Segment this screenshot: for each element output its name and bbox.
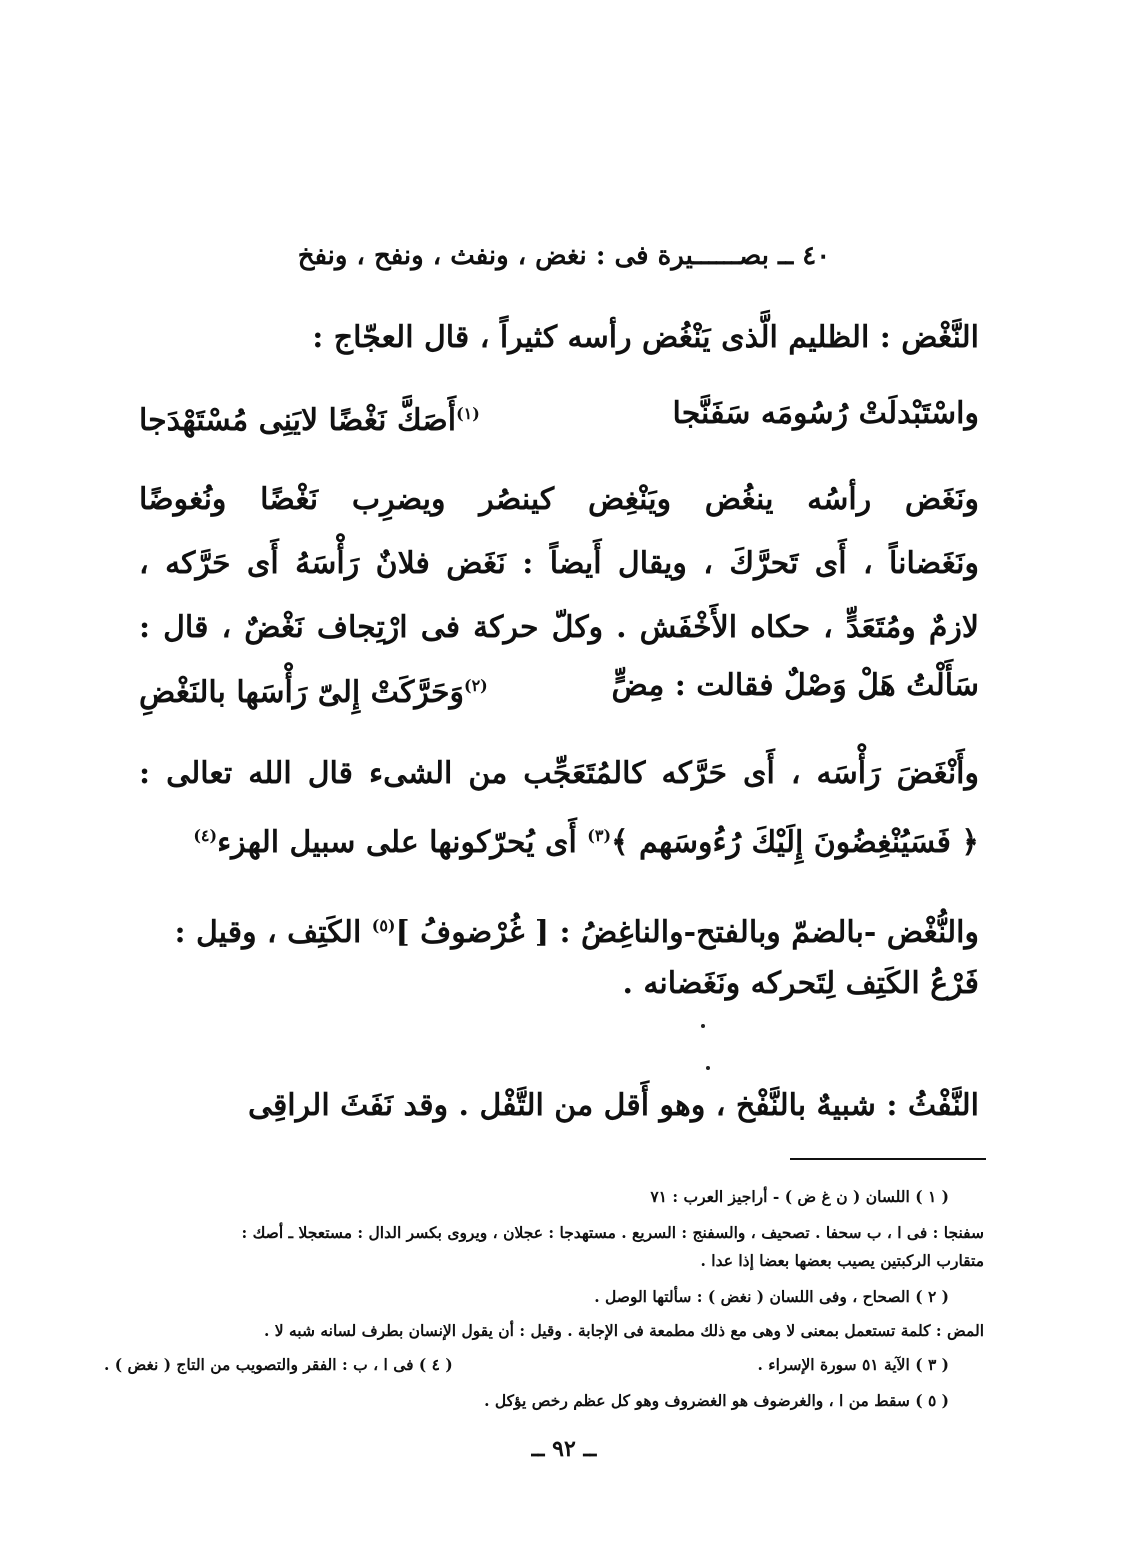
body-line-1: النَّغْض : الظليم الَّذى يَنْغُض رأسه كثيراً ، قال العجّاج : [312, 320, 979, 355]
stray-dot [701, 1024, 705, 1028]
footnote-ref-4: (٤) [193, 826, 218, 845]
footnote-3: ( ٣ ) الآية ٥١ سورة الإسراء . [757, 1355, 949, 1374]
footnote-5: ( ٥ ) سقط من ا ، والغرضوف هو الغضروف وهو كل عظم رخص يؤكل . [484, 1391, 949, 1410]
verse-2-hemistich-1: سَأَلْتُ هَلْ وَصْلٌ فقالت : مِضٍّ [611, 668, 979, 703]
footnote-1-line-3: متقارب الركبتين يصيب بعضها بعضا إذا عدا . [700, 1251, 984, 1270]
footnote-1: ( ١ ) اللسان ( ن غ ض ) - أراجيز العرب : ٧١ [650, 1187, 949, 1206]
body-line-5: لازمٌ ومُتَعَدٍّ ، حكاه الأَخْفَش . وكلّ حركة فى ارْتِجاف نَغْضٌ ، قال : [139, 610, 979, 645]
body-line-3: ونَغَض رأسُه ينغُض ويَنْغِض كينصُر ويضرِب نَغْضًا ونُغوضًا [139, 482, 979, 517]
body-line-9-text: والنُّغْض -بالضمّ وبالفتح-والناغِضُ : [ غُرْضوفُ ] [395, 915, 979, 950]
verse-1 [139, 392, 979, 436]
footnote-4: ( ٤ ) فى ا ، ب : الفقر والتصويب من التاج ( نغض ) . [104, 1355, 453, 1374]
stray-dot [706, 1066, 710, 1070]
body-line-9-rest: الكَتِف ، وقيل : [174, 915, 362, 950]
footnote-row-3-4 [104, 1354, 949, 1376]
footnote-separator [790, 1158, 986, 1160]
verse-1-hemistich-1: واسْتَبْدلَتْ رُسُومَه سَفَنَّجا [672, 396, 979, 431]
body-line-7: وأَنْغَضَ رَأْسَه ، أَى حَرَّكه كالمُتَعَجِّب من الشىء قال الله تعالى : [139, 756, 979, 791]
footnote-ref-1: (١) [456, 404, 480, 423]
body-line-10: فَرْعُ الكَتِف لِتَحركه ونَغَضانه . [622, 966, 979, 1001]
body-line-11: النَّفْثُ : شبيهٌ بالنَّفْخ ، وهو أَقل من التَّفْل . وقد نَفَثَ الراقِى [247, 1088, 979, 1123]
footnote-1-line-2: سفنجا : فى ا ، ب سحفا . تصحيف ، والسفنج : السريع . مستهدجا : عجلان ، ويروى بكسر الدال : مستعجلا ـ أصك : [241, 1223, 984, 1242]
footnote-ref-2: (٢) [463, 676, 488, 695]
footnote-2-line-2: المض : كلمة تستعمل بمعنى لا وهى مع ذلك مطمعة فى الإجابة . وقيل : أن يقول الإنسان بطرف لسانه شبه لا . [263, 1321, 984, 1340]
quran-verse: ﴿ فَسَيُنْغِضُونَ إِلَيْكَ رُءُوسَهم ﴾ [611, 825, 979, 860]
verse-2-hemistich-2: $^{(٢)}$وَحَرَّكَتْ إِلىّ رَأْسَها بالنَغْضِ [139, 675, 488, 710]
footnote-ref-5: (٥) [371, 916, 396, 935]
verse-1-hemistich-2: $^{(١)}$أَصَكَّ نَغْضًا لايَنِى مُسْتَهْدَجا [139, 403, 480, 438]
verse-2 [139, 664, 979, 708]
body-line-8 [139, 814, 979, 865]
body-line-4: ونَغَضاناً ، أَى تَحرَّكَ ، ويقال أَيضاً : نَغَض فلانٌ رَأْسَهُ أَى حَرَّكه ، [139, 546, 979, 581]
section-heading: ٤٠ ــ بصــــــيرة فى : نغض ، ونفث ، ونفح ، ونفخ [297, 241, 831, 271]
body-line-8-text: أَى يُحرّكونها على سبيل الهزء [217, 825, 577, 860]
body-line-9 [139, 904, 979, 955]
footnote-ref-3: (٣) [587, 826, 612, 845]
page-number: ــ ٩٢ ــ [531, 1436, 597, 1462]
footnote-2: ( ٢ ) الصحاح ، وفى اللسان ( نغض ) : سألتها الوصل . [594, 1287, 949, 1306]
